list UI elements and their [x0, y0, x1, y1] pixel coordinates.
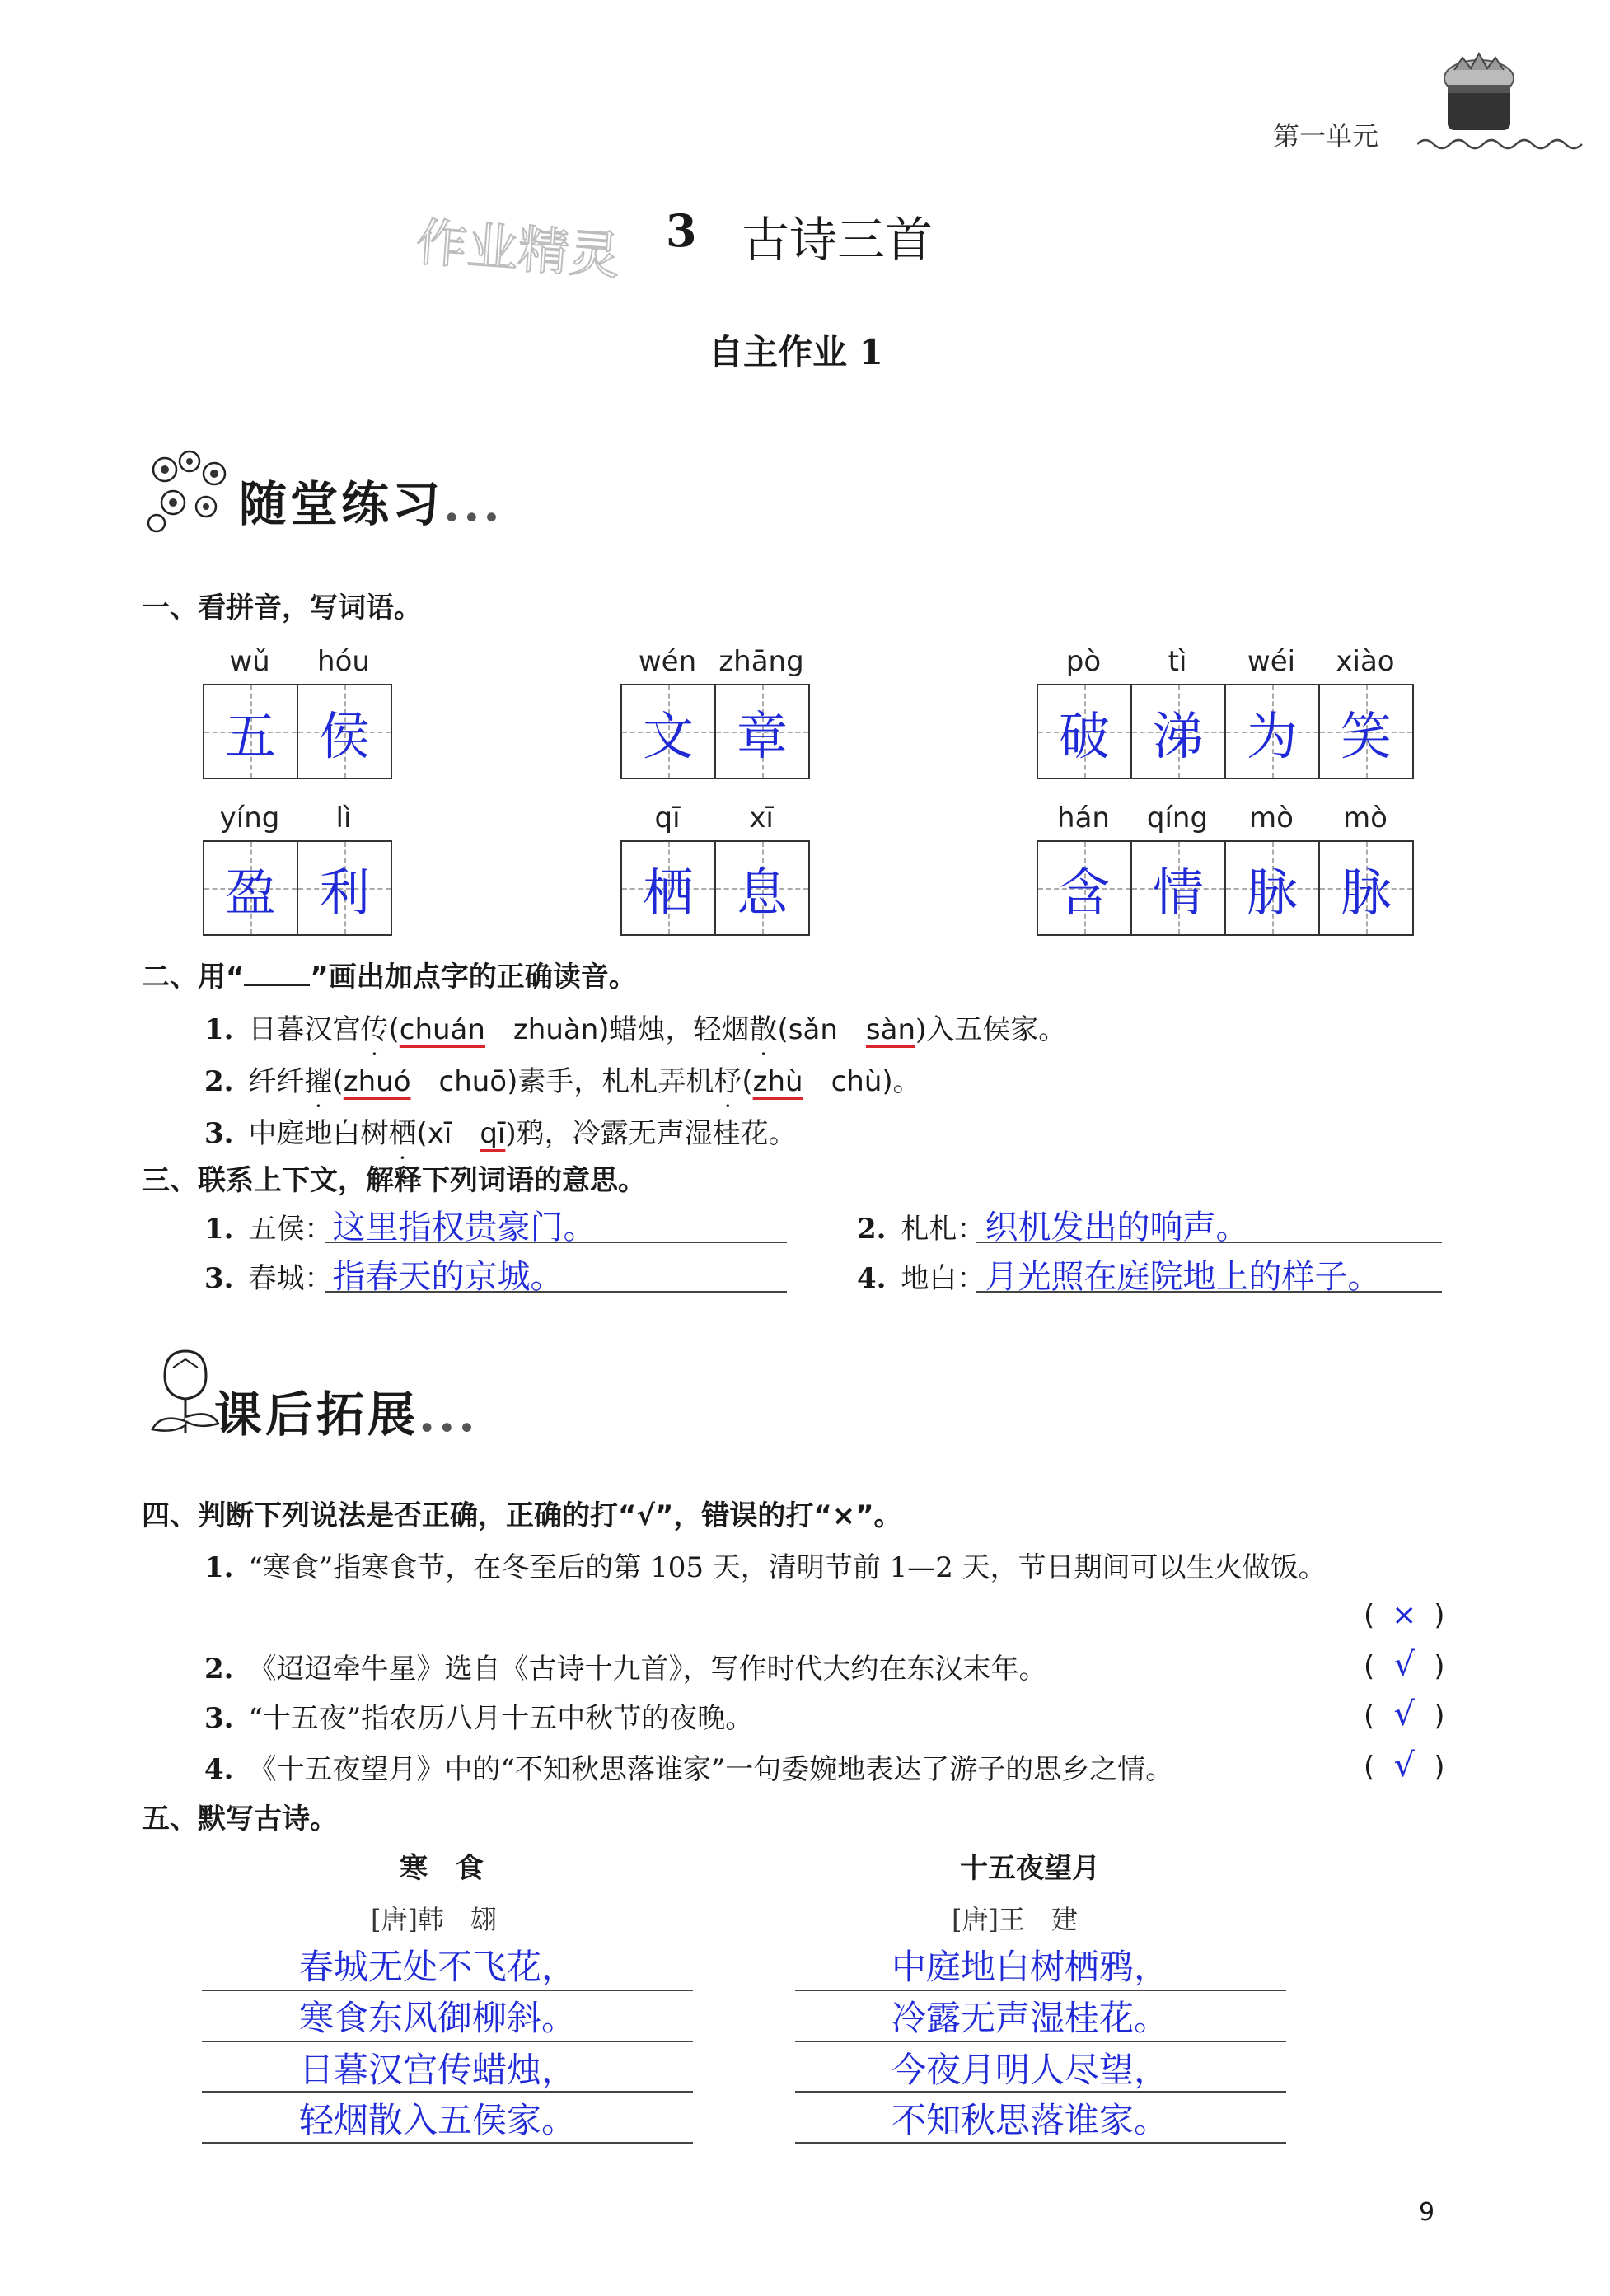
answer-line [202, 2142, 693, 2144]
q1-pinyin-1: wǔ hóu [229, 645, 370, 678]
char-cell: 脉 [1320, 842, 1412, 934]
judge-bracket-3: ( √ ) [1364, 1695, 1445, 1733]
q4-item-3: 3. “十五夜”指农历八月十五中秋节的夜晚。 [204, 1702, 754, 1735]
char-cell: 脉 [1226, 842, 1320, 934]
poem-2-line-3: 今夜月明人尽望， [892, 2050, 1169, 2090]
answer-line [976, 1291, 1442, 1293]
potted-plant-icon [1430, 45, 1528, 136]
q1-pinyin-5: qī xī [654, 802, 774, 835]
q1-word-box-6 [1037, 840, 1414, 936]
char-cell: 为 [1226, 685, 1320, 778]
q5-title: 五、默写古诗。 [142, 1803, 338, 1835]
poem-2-line-1: 中庭地白树栖鸦， [892, 1947, 1169, 1987]
q1-title: 一、看拼音，写词语。 [142, 592, 422, 624]
char-cell: 文 [622, 685, 716, 778]
poem-2-line-4: 不知秋思落谁家。 [892, 2100, 1169, 2140]
lesson-number: 3 [666, 204, 697, 257]
char-cell: 侯 [298, 685, 391, 778]
char-cell: 利 [298, 842, 391, 934]
poem-2-line-2: 冷露无声湿桂花。 [892, 1998, 1169, 2038]
q4-item-1: 1. “寒食”指寒食节，在冬至后的第 105 天，清明节前 1—2 天，节日期间可以生火做饭。 [204, 1551, 1327, 1584]
q4-title: 四、判断下列说法是否正确，正确的打“√”，错误的打“×”。 [142, 1499, 902, 1532]
poem-1-line-4: 轻烟散入五侯家。 [299, 2100, 577, 2140]
q3-item-1: 1. 五侯：这里指权贵豪门。 [204, 1209, 597, 1246]
q3-item-4: 4. 地白：月光照在庭院地上的样子。 [857, 1258, 1381, 1296]
answer-line [202, 2091, 693, 2093]
answer-line [795, 2091, 1286, 2093]
q4-item-2: 2. 《迢迢牵牛星》选自《古诗十九首》，写作时代大约在东汉末年。 [204, 1653, 1047, 1686]
char-cell: 含 [1038, 842, 1132, 934]
q1-word-box-5 [620, 840, 810, 936]
char-cell: 盈 [204, 842, 298, 934]
judge-bracket-1: ( × ) [1364, 1598, 1445, 1632]
poem-1-author: [唐]韩 翃 [371, 1904, 497, 1935]
poem-2-author: [唐]王 建 [952, 1904, 1078, 1935]
q1-pinyin-4: yíng lì [219, 802, 352, 835]
q2-item-3: 3. 中庭地白树栖(xī qī)鸦，冷露无声湿桂花。 [204, 1117, 797, 1150]
q3-item-3: 3. 春城：指春天的京城。 [204, 1258, 564, 1296]
page-number: 9 [1419, 2198, 1435, 2227]
judge-bracket-2: ( √ ) [1364, 1646, 1445, 1684]
char-cell: 章 [716, 685, 808, 778]
char-cell: 五 [204, 685, 298, 778]
q1-pinyin-2: wén zhāng [638, 645, 804, 678]
q2-item-1: 1. 日暮汉宫传(chuán zhuàn)蜡烛，轻烟散(sǎn sàn)入五侯家。 [204, 1013, 1067, 1046]
q1-pinyin-3: pò tì wéi xiào [1065, 645, 1395, 678]
flower-cluster-icon [140, 445, 247, 535]
q1-word-box-2 [620, 684, 810, 779]
q1-word-box-3 [1037, 684, 1414, 779]
q2-title: 二、用“ ”画出加点字的正确读音。 [142, 961, 637, 994]
wavy-line-decoration [1417, 136, 1590, 152]
q1-word-box-4 [203, 840, 392, 936]
answer-line [202, 2041, 693, 2042]
banner-practice: 随堂练习... [239, 476, 503, 532]
char-cell: 涕 [1132, 685, 1226, 778]
char-cell: 息 [716, 842, 808, 934]
poem-2-title: 十五夜望月 [960, 1852, 1100, 1885]
poem-1-line-2: 寒食东风御柳斜。 [299, 1998, 577, 2038]
q1-pinyin-6: hán qíng mò mò [1057, 802, 1388, 835]
svg-text:作业精灵: 作业精灵 [414, 212, 623, 287]
char-cell: 情 [1132, 842, 1226, 934]
judge-bracket-4: ( √ ) [1364, 1747, 1445, 1784]
answer-line [795, 2041, 1286, 2042]
subtitle: 自主作业 1 [709, 332, 883, 372]
poem-1-title: 寒 食 [400, 1852, 484, 1885]
char-cell: 笑 [1320, 685, 1412, 778]
answer-line [976, 1242, 1442, 1243]
q3-item-2: 2. 札札：织机发出的响声。 [857, 1209, 1249, 1246]
answer-line [325, 1242, 787, 1243]
q3-title: 三、联系上下文，解释下列词语的意思。 [142, 1164, 646, 1197]
char-cell: 破 [1038, 685, 1132, 778]
q1-word-box-1 [203, 684, 392, 779]
poem-1-line-3: 日暮汉宫传蜡烛， [299, 2050, 577, 2090]
banner-extension: 课后拓展... [214, 1386, 479, 1443]
watermark-logo [408, 206, 655, 288]
char-cell: 栖 [622, 842, 716, 934]
q4-item-4: 4. 《十五夜望月》中的“不知秋思落谁家”一句委婉地表达了游子的思乡之情。 [204, 1753, 1174, 1786]
answer-line [795, 2142, 1286, 2144]
unit-label: 第一单元 [1273, 120, 1379, 152]
lesson-title: 古诗三首 [742, 212, 934, 268]
q2-item-2: 2. 纤纤擢(zhuó chuō)素手，札札弄机杼(zhù chù)。 [204, 1065, 921, 1098]
answer-line [325, 1291, 787, 1293]
poem-1-line-1: 春城无处不飞花， [299, 1947, 577, 1987]
